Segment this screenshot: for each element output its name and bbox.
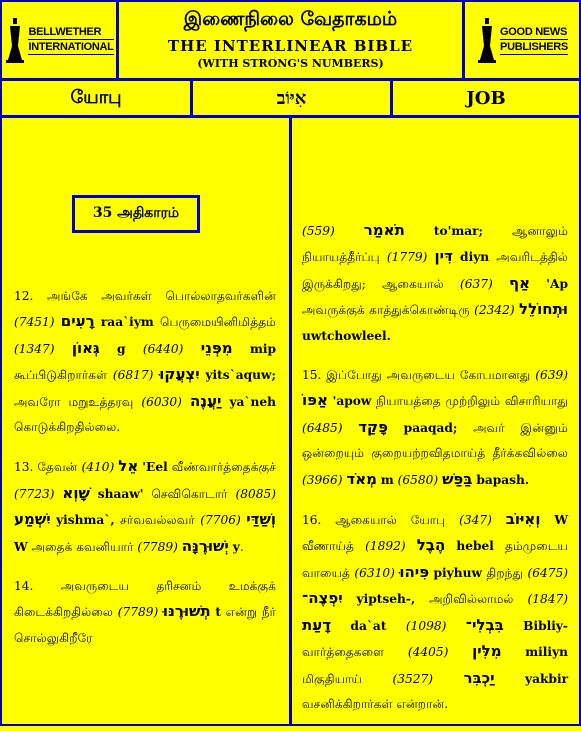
strong-number: (1098)	[405, 618, 447, 633]
verse-text: சர்வவல்லவர்	[114, 513, 201, 528]
hebrew-word: וְשַׁדַּי	[246, 510, 277, 529]
transliteration: W	[14, 539, 28, 554]
transliteration: 'apow	[332, 394, 372, 409]
verse-text	[90, 487, 98, 501]
strong-number: (7451)	[14, 315, 55, 330]
header	[2, 2, 579, 81]
strong-number: (637)	[460, 276, 493, 291]
transliteration: da`at	[350, 618, 387, 633]
hebrew-word: יַעֲנֶה	[189, 391, 222, 410]
verse-text: அவருக்குக் காத்துக்கொண்டிரு	[302, 303, 475, 318]
verse-text	[427, 250, 434, 264]
transliteration: miliyn	[525, 645, 569, 660]
strong-number: (639)	[535, 368, 568, 383]
hebrew-word: דָעַת	[302, 615, 332, 634]
hebrew-word: יַכְבִּר	[463, 668, 495, 687]
verse-text: மிகுதியாய்	[302, 671, 393, 686]
hebrew-word: דִּין	[434, 247, 453, 266]
hebrew-word: גְּאוֹן	[71, 338, 100, 357]
strong-number: (6475)	[527, 565, 568, 580]
transliteration: t	[215, 605, 221, 620]
strong-number: (6485)	[302, 420, 343, 435]
strong-number: (6030)	[141, 394, 182, 409]
transliteration: diyn	[460, 250, 490, 265]
transliteration: W	[554, 513, 568, 528]
verse-text: அறிவில்லாமல்	[415, 592, 528, 607]
hebrew-word: הֶבֶל	[416, 536, 446, 555]
title-block	[119, 2, 462, 78]
verse-text: செவிகொடார்	[143, 486, 236, 501]
hebrew-word: אֵל	[118, 457, 139, 476]
verse-text	[331, 619, 350, 633]
title-tamil: இணைநிலை வேதாகமம்	[183, 8, 398, 30]
transliteration: Bibliy-	[523, 618, 568, 633]
logo-line: PUBLISHERS	[500, 41, 568, 53]
verse-text: அவரிடத்தில் இருக்கிறது; ஆகையால்	[302, 250, 568, 291]
verse-text: .	[239, 539, 244, 554]
good-news-logo	[462, 2, 579, 78]
verse-text	[504, 619, 523, 633]
hebrew-word: אַפּוֹ	[302, 391, 328, 410]
book-name-english: JOB	[466, 87, 506, 109]
transliteration: paaqad;	[403, 420, 458, 435]
transliteration: raa`iym	[100, 315, 154, 330]
hebrew-word: מִלִּין	[472, 642, 502, 661]
verse-text	[100, 342, 117, 356]
hebrew-word: יְשׁוּרֶנָּה	[181, 536, 229, 555]
title-english: THE INTERLINEAR BIBLE	[167, 37, 414, 55]
subtitle: (WITH STRONG'S NUMBERS)	[197, 57, 384, 70]
strong-number: (7789)	[137, 539, 178, 554]
logo-line: BELLWETHER	[28, 25, 113, 40]
verse-text: 12. அங்கே அவர்கள் பொல்லாதவர்களின்	[14, 289, 276, 303]
verse-text	[502, 645, 526, 659]
verse-text: வசனிக்கிறார்கள் என்றான்.	[302, 696, 449, 711]
strong-number: (3527)	[392, 671, 433, 686]
verse-text: வீண்வார்த்தைக்குச்	[167, 460, 276, 475]
verse-text: அவர் இன்னும் ஒன்றையும் குறையற்றவிதமாய்த் தீர்க்கவில்லை	[302, 420, 569, 461]
transliteration: piyhuw	[433, 565, 482, 580]
hebrew-word: שָׁוְא	[62, 483, 90, 502]
hebrew-word: וְאִיּוֹב	[505, 510, 541, 529]
strong-number: (6817)	[112, 368, 154, 383]
strong-number: (6580)	[397, 472, 439, 487]
transliteration: to'mar;	[433, 224, 484, 238]
strong-number: (1847)	[527, 592, 569, 607]
verse-text: வார்த்தைகளை	[302, 645, 408, 660]
book-name-tamil: யோபு	[2, 81, 193, 115]
logo-line: INTERNATIONAL	[28, 41, 114, 53]
hebrew-word: תֹאמַר	[363, 221, 405, 239]
hebrew-word: יִצְעֲקוּ	[159, 365, 200, 384]
transliteration: yits`aquw;	[205, 368, 277, 383]
verse-text	[433, 672, 463, 686]
transliteration: g	[117, 341, 126, 356]
verse	[14, 454, 276, 560]
strong-number: (1779)	[386, 250, 428, 265]
statue-icon	[476, 16, 498, 64]
verse-text	[445, 539, 456, 553]
hebrew-word: בִּבְלִי־	[465, 615, 504, 634]
verse-text: திறந்து	[481, 565, 528, 580]
verse	[302, 507, 568, 717]
verse-text: ஆனாலும் நியாயத்தீர்ப்பு	[302, 224, 569, 265]
strong-number: (8085)	[235, 486, 277, 501]
hebrew-word: פָּקַד	[358, 417, 388, 436]
chapter-label: 35 அதிகாரம்	[72, 195, 200, 233]
transliteration: 'Ap	[546, 276, 568, 291]
verse-text	[55, 342, 72, 356]
verse-text	[335, 224, 364, 238]
verse-text: நியாயத்தை முற்றிலும் விசாரியாது	[371, 394, 568, 409]
left-column	[14, 118, 276, 665]
transliteration: mip	[249, 341, 276, 356]
verse-text	[233, 342, 250, 356]
transliteration: yakbir	[525, 671, 568, 686]
right-column	[302, 118, 568, 731]
strong-number: (6310)	[354, 565, 395, 580]
verse-text	[388, 421, 404, 435]
hebrew-word: אַף	[509, 273, 531, 292]
transliteration: yiptseh-,	[356, 592, 416, 607]
verse-text	[182, 395, 190, 409]
verse-text	[540, 513, 554, 527]
verse-text	[126, 342, 143, 356]
strong-number: (6440)	[142, 341, 184, 356]
verse-text: 16. ஆகையால் யோபு	[302, 513, 460, 528]
logo-line: GOOD NEWS	[500, 26, 568, 38]
strong-number: (347)	[459, 513, 492, 528]
verse-text	[448, 645, 472, 659]
verse	[302, 363, 568, 493]
verse	[302, 218, 568, 349]
verse-text: 14. அவருடைய தரிசனம் உமக்குக் கிடைக்கிறதில்லை	[14, 579, 276, 620]
hebrew-word: רָעִים	[60, 312, 95, 331]
strong-number: (1347)	[14, 341, 55, 356]
verse-text	[446, 619, 465, 633]
verse-text	[530, 277, 546, 291]
strong-number: (410)	[81, 460, 115, 475]
transliteration: ya`neh	[229, 394, 276, 409]
verse-text	[405, 224, 434, 238]
hebrew-word: מִפְּנֵי	[200, 338, 233, 357]
strong-number: (559)	[302, 224, 335, 238]
verse-text	[493, 277, 509, 291]
verse-text	[343, 592, 357, 606]
verse-text	[492, 513, 506, 527]
strong-number: (7706)	[200, 513, 241, 528]
verse-text: அதைக் கவனியார்	[27, 539, 138, 554]
strong-number: (1892)	[365, 539, 406, 554]
transliteration: 'Eel	[142, 460, 168, 475]
verse-text: அவரோ மறுஉத்தரவு	[14, 394, 142, 409]
transliteration: bapash.	[476, 472, 530, 487]
transliteration: y	[232, 539, 240, 554]
verse-text	[183, 342, 200, 356]
hebrew-word: יִשְׁמַע	[14, 510, 51, 529]
transliteration: hebel	[456, 539, 494, 554]
strong-number: (7789)	[117, 605, 159, 620]
column-divider	[289, 118, 292, 724]
book-row	[2, 81, 579, 118]
hebrew-word: בַּפַּשׁ	[442, 469, 473, 488]
transliteration: uwtchowleel.	[302, 328, 391, 343]
bellwether-logo	[2, 2, 119, 78]
verse-text: என்று நீர் சொல்லுகிறீரே	[14, 605, 277, 645]
transliteration: m	[380, 472, 394, 487]
verse-text: 13. தேவன்	[14, 460, 82, 475]
verse-text: வீணாய்த்	[302, 539, 366, 554]
hebrew-word: וּתְחוֹלֵל	[519, 300, 568, 319]
verse-text: கூப்பிடுகிறார்கள்	[14, 368, 113, 383]
verse-text	[406, 539, 417, 553]
verse-text: கொடுக்கிறதில்லை.	[14, 420, 121, 435]
verse-text: 15. இப்போது அவருடைய கோபமானது	[302, 368, 536, 383]
transliteration: yishma`,	[56, 513, 115, 528]
verse-text	[343, 421, 359, 435]
hebrew-word: תְשׁוּרֶנּוּ	[162, 602, 211, 621]
verse	[14, 574, 276, 651]
verse-text	[386, 619, 405, 633]
verse-text	[495, 672, 525, 686]
hebrew-word: פִּיהוּ	[399, 562, 430, 581]
hebrew-word: מְאֹד	[346, 469, 377, 488]
verse-text	[453, 250, 460, 264]
hebrew-word: יִפְצֶה־	[302, 589, 343, 608]
strong-number: (4405)	[407, 645, 449, 660]
verse	[14, 284, 276, 440]
strong-number: (7723)	[14, 486, 55, 501]
statue-icon	[4, 16, 26, 64]
strong-number: (2342)	[474, 303, 515, 318]
book-name-hebrew: אִיּוֹב	[193, 81, 393, 115]
verse-text: தம்முடைய வாயைத்	[302, 539, 568, 580]
strong-number: (3966)	[302, 472, 343, 487]
verse-text: பெருமையினிமித்தம்	[153, 315, 276, 330]
transliteration: shaaw'	[97, 486, 144, 501]
